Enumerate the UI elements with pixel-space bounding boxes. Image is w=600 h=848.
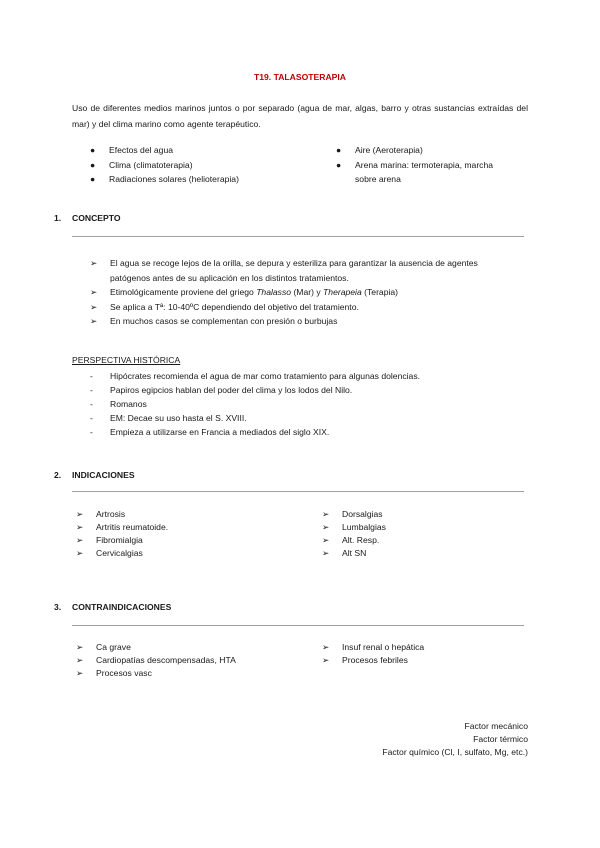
list-item: ➢ Etimológicamente proviene del griego Thalasso (Mar) y Therapeia (Terapia) xyxy=(90,285,510,300)
section-divider xyxy=(72,625,524,626)
arrow-bullet-icon: ➢ xyxy=(76,509,84,519)
list-item: ● Radiaciones solares (helioterapia) xyxy=(72,172,332,187)
dash-bullet-icon: - xyxy=(90,371,93,381)
list-item: ➢ Artrosis xyxy=(76,509,126,519)
section-divider xyxy=(72,491,524,492)
list-item: ● Clima (climatoterapia) xyxy=(72,158,332,173)
arrow-bullet-icon: ➢ xyxy=(322,509,330,519)
bullet-icon: ● xyxy=(90,159,96,170)
list-item: - EM: Decae su uso hasta el S. XVIII. xyxy=(90,413,247,423)
bullet-icon: ● xyxy=(336,159,342,170)
arrow-bullet-icon: ➢ xyxy=(322,535,330,545)
arrow-bullet-icon: ➢ xyxy=(322,642,330,652)
arrow-bullet-icon: ➢ xyxy=(90,258,98,268)
list-item: ➢ Se aplica a Tª: 10-40ºC dependiendo del objetivo del tratamiento. xyxy=(90,300,510,315)
factors-block xyxy=(382,720,528,759)
list-item: ➢ Dorsalgias xyxy=(322,509,383,519)
contraindicaciones-list-left xyxy=(76,641,316,680)
arrow-bullet-icon: ➢ xyxy=(90,287,98,297)
section-heading-indicaciones: 2. INDICACIONES xyxy=(54,470,135,480)
bullet-icon: ● xyxy=(336,145,342,155)
list-item: - Romanos xyxy=(90,399,147,409)
indicaciones-list-left xyxy=(76,508,296,560)
factor-line: Factor químico (Cl, I, sulfato, Mg, etc.) xyxy=(382,747,528,757)
dash-bullet-icon: - xyxy=(90,385,93,395)
list-item: ➢ Lumbalgias xyxy=(322,522,386,532)
arrow-bullet-icon: ➢ xyxy=(322,548,330,558)
factor-line: Factor térmico xyxy=(473,734,528,744)
dash-bullet-icon: - xyxy=(90,399,93,409)
list-item: ● Aire (Aeroterapia) xyxy=(318,143,528,158)
page-title: T19. TALASOTERAPIA xyxy=(254,72,346,82)
list-item: ➢ Fibromialgia xyxy=(76,535,143,545)
list-item: - Empieza a utilizarse en Francia a mediados del siglo XIX. xyxy=(90,427,330,437)
list-item: ➢ Cardiopatías descompensadas, HTA xyxy=(76,655,236,665)
concepto-list xyxy=(90,256,510,329)
arrow-bullet-icon: ➢ xyxy=(322,522,330,532)
arrow-bullet-icon: ➢ xyxy=(76,548,84,558)
effects-list-left xyxy=(72,143,332,187)
section-heading-concepto: 1. CONCEPTO xyxy=(54,213,121,223)
intro-paragraph: Uso de diferentes medios marinos juntos o por separado (agua de mar, algas, barro y otras sustancias extraídas del mar) y del clima marino como agente terapéutico. xyxy=(72,103,528,129)
bullet-icon: ● xyxy=(90,145,96,155)
arrow-bullet-icon: ➢ xyxy=(76,522,84,532)
bullet-icon: ● xyxy=(90,174,96,184)
arrow-bullet-icon: ➢ xyxy=(76,642,84,652)
arrow-bullet-icon: ➢ xyxy=(76,655,84,665)
section-divider xyxy=(72,236,524,237)
arrow-bullet-icon: ➢ xyxy=(76,668,84,678)
list-item: - Papiros egipcios hablan del poder del clima y los lodos del Nilo. xyxy=(90,385,353,395)
list-item: ➢ Alt. Resp. xyxy=(322,535,380,545)
section-heading-contraindicaciones: 3. CONTRAINDICACIONES xyxy=(54,602,172,612)
dash-bullet-icon: - xyxy=(90,413,93,423)
arrow-bullet-icon: ➢ xyxy=(322,655,330,665)
list-item: ➢ Ca grave xyxy=(76,642,131,652)
list-item: ➢ Procesos vasc xyxy=(76,668,152,678)
factor-line: Factor mecánico xyxy=(464,721,528,731)
arrow-bullet-icon: ➢ xyxy=(90,316,98,326)
indicaciones-list-right xyxy=(322,508,522,560)
arrow-bullet-icon: ➢ xyxy=(90,301,98,312)
list-item: ➢ Procesos febriles xyxy=(322,655,408,665)
perspective-heading: PERSPECTIVA HISTÓRICA xyxy=(72,355,181,365)
perspective-list xyxy=(90,369,510,439)
dash-bullet-icon: - xyxy=(90,427,93,437)
list-item: ➢ Cervicalgias xyxy=(76,548,143,558)
list-item: ● Efectos del agua xyxy=(72,143,332,158)
contraindicaciones-list-right xyxy=(322,641,522,667)
list-item: ➢ El agua se recoge lejos de la orilla, se depura y esteriliza para garantizar la ausencia de agentes patógenos antes de su aplicación en los distintos tratamientos. xyxy=(90,258,478,283)
list-item: ● Arena marina: termoterapia, marcha sobre arena xyxy=(336,159,494,184)
list-item: ➢ En muchos casos se complementan con presión o burbujas xyxy=(90,314,510,329)
arrow-bullet-icon: ➢ xyxy=(76,535,84,545)
list-item: ➢ Artritis reumatoide. xyxy=(76,522,169,532)
list-item: ➢ Insuf renal o hepática xyxy=(322,642,425,652)
list-item: - Hipócrates recomienda el agua de mar como tratamiento para algunas dolencias. xyxy=(90,371,421,381)
list-item: ➢ Alt SN xyxy=(322,548,367,558)
effects-list-right xyxy=(318,143,528,187)
